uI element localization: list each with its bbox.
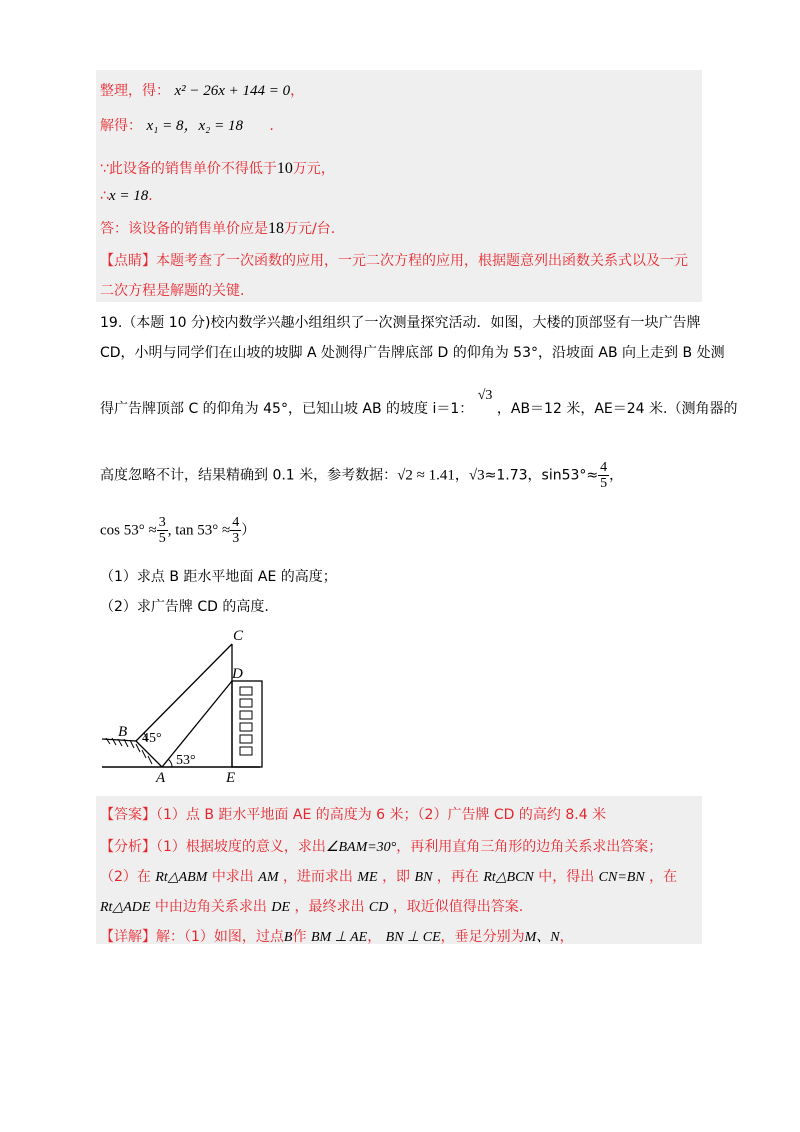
answer-text: 答：该设备的销售单价应是	[100, 221, 268, 237]
building-windows	[240, 687, 252, 755]
comment-line-2	[100, 280, 244, 300]
problem-line-1	[100, 312, 700, 332]
sqrt3: √3	[468, 467, 485, 484]
analysis-tag: 【分析】	[100, 839, 156, 855]
condition-text: 万元，	[292, 161, 335, 177]
cos-text: cos 53° ≈	[100, 522, 157, 539]
analysis-text: ，再在	[436, 869, 479, 885]
comment-text: 本题考查了一次函数的应用，一元二次方程的应用，根据题意列出函数关系式以及一元	[156, 253, 688, 269]
label-D: D	[232, 666, 243, 682]
result-equation: x = 18	[108, 188, 149, 204]
label-B: B	[118, 724, 128, 740]
problem-text: 高度忽略不计，结果精确到 0.1 米，参考数据：	[100, 467, 398, 484]
fraction-4-3	[230, 515, 241, 546]
problem-text: ≈1.73，sin53°≈	[484, 467, 599, 484]
math-expr: CD	[368, 900, 389, 915]
math-expr: DE	[271, 900, 290, 915]
building	[232, 681, 262, 767]
punct: .	[148, 188, 153, 204]
angle-expr: ∠BAM=30°	[325, 840, 397, 855]
roots: x₁ = 8，x₂ = 18	[146, 118, 243, 134]
question-1	[100, 566, 337, 586]
problem-line-3	[100, 388, 738, 418]
math-expr: AM	[258, 870, 279, 885]
punct: ，	[609, 467, 624, 484]
analysis-line-3	[100, 896, 523, 916]
detail-text: ，垂足分别为	[440, 929, 525, 945]
detail-tag: 【详解】	[100, 929, 156, 945]
solution-line-4	[100, 188, 153, 205]
numerator: 4	[600, 460, 608, 475]
math-expr: ME	[357, 870, 378, 885]
comment-tag: 【点睛】	[100, 253, 156, 269]
therefore-sign: ∴	[100, 188, 109, 204]
quadratic-equation: x² − 26x + 144 = 0	[174, 83, 291, 99]
punct: ）	[241, 522, 256, 539]
solution-label: 整理，得：	[100, 83, 170, 99]
detail-line-1	[100, 926, 574, 946]
math-expr: B	[283, 930, 293, 945]
analysis-text: ，即	[382, 869, 411, 885]
question-text: （1）求点 B 距水平地面 AE 的高度；	[100, 569, 337, 585]
denominator: 5	[600, 476, 608, 491]
analysis-line-1	[100, 836, 662, 856]
problem-line-2	[100, 342, 725, 362]
fraction-4-5	[598, 460, 609, 491]
line-BC	[136, 644, 232, 741]
analysis-text: ，最终求出	[294, 899, 365, 915]
fraction-3-5	[157, 515, 168, 546]
analysis-text: （2）在	[100, 869, 151, 885]
problem-text: 得广告牌顶部 C 的仰角为 45°，已知山坡 AB 的坡度 i＝1：	[100, 401, 474, 417]
sqrt3: √3	[477, 388, 493, 403]
numerator: 4	[232, 515, 240, 530]
solution-line-5	[100, 218, 335, 238]
condition-text: ∵此设备的销售单价不得低于	[100, 161, 277, 177]
problem-line-4	[100, 460, 623, 491]
problem-text: ，AB＝12 米，AE＝24 米.（测角器的	[496, 401, 738, 417]
punct: ，	[454, 467, 469, 484]
label-C: C	[233, 628, 244, 644]
comment-line-1	[100, 250, 688, 270]
analysis-text: ，再利用直角三角形的边角关系求出答案；	[396, 839, 663, 855]
analysis-line-2	[100, 866, 677, 886]
line-AD	[162, 681, 232, 767]
number: 18	[268, 220, 284, 237]
solution-line-1	[100, 80, 304, 100]
solution-label: 解得：	[100, 118, 142, 134]
answer-line	[100, 804, 606, 824]
math-expr: Rt△BCN	[483, 870, 534, 885]
math-expr: CN=BN	[598, 870, 645, 885]
comment-text: 二次方程是解题的关键.	[100, 283, 245, 299]
problem-text: CD，小明与同学们在山坡的坡脚 A 处测得广告牌底部 D 的仰角为 53°，沿坡面 AB 向上走到 B 处测	[100, 345, 725, 361]
analysis-text: ，进而求出	[282, 869, 353, 885]
math-expr: BN ⊥ CE	[385, 930, 441, 945]
detail-text: ，	[559, 929, 574, 945]
solution-line-2	[100, 114, 274, 135]
label-E: E	[226, 770, 236, 786]
solution-line-3	[100, 158, 335, 178]
math-expr: BN	[414, 870, 433, 885]
question-2	[100, 596, 269, 616]
angle-arc-53	[168, 759, 172, 767]
angle-label-53: 53°	[176, 753, 196, 768]
punct: ，	[290, 83, 305, 99]
answer-text: （1）点 B 距水平地面 AE 的高度为 6 米；（2）广告牌 CD 的高约 8.4 米	[156, 807, 607, 823]
math-expr: BM ⊥ AE	[310, 930, 368, 945]
answer-tag: 【答案】	[100, 807, 156, 823]
analysis-text: 中由边角关系求出	[154, 899, 267, 915]
math-expr: Rt△ABM	[155, 870, 208, 885]
math-expr: Rt△ADE	[100, 900, 151, 915]
detail-text: 解：（1）如图，过点	[156, 929, 284, 945]
problem-text: 19.（本题 10 分)校内数学兴趣小组组织了一次测量探究活动．如图，大楼的顶部竖有一块广告牌	[100, 315, 701, 331]
analysis-text: （1）根据坡度的意义，求出	[156, 839, 326, 855]
denominator: 5	[158, 531, 166, 546]
analysis-text: 中，得出	[538, 869, 595, 885]
geometry-figure	[96, 626, 276, 786]
angle-label-45: 45°	[142, 731, 162, 746]
tan-text: , tan 53° ≈	[167, 522, 231, 539]
analysis-text: ，取近似值得出答案.	[392, 899, 524, 915]
detail-text: 作	[292, 929, 307, 945]
punct: .	[269, 118, 274, 134]
answer-text: 万元/台.	[284, 221, 336, 237]
sqrt2-approx: √2 ≈ 1.41	[397, 467, 455, 484]
number: 10	[276, 160, 293, 177]
label-A: A	[156, 770, 166, 786]
question-text: （2）求广告牌 CD 的高度.	[100, 599, 269, 615]
analysis-text: 中求出	[211, 869, 254, 885]
analysis-text: ，在	[649, 869, 678, 885]
math-expr: M、N	[524, 930, 560, 945]
denominator: 3	[232, 531, 240, 546]
numerator: 3	[158, 515, 166, 530]
detail-text: ，	[367, 929, 382, 945]
problem-line-5	[100, 515, 255, 546]
